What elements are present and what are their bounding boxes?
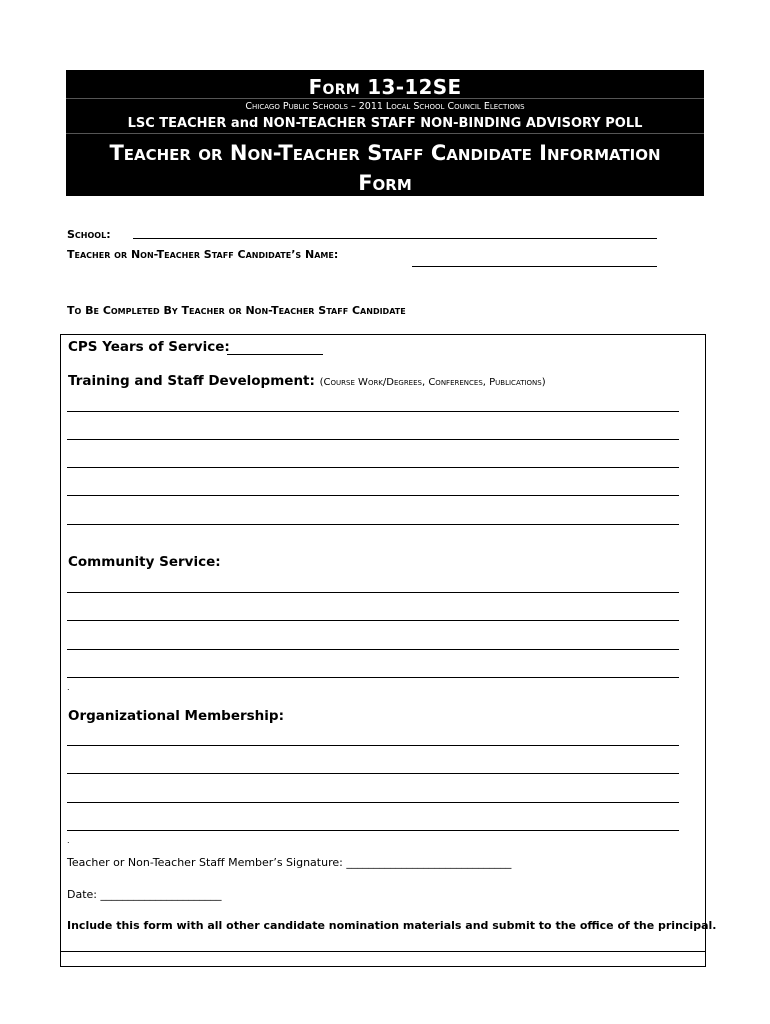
school-label: School:: [67, 228, 111, 241]
school-field[interactable]: [133, 238, 657, 239]
form-header: [66, 70, 704, 196]
form-title-line-1: Teacher or Non-Teacher Staff Candidate Information: [109, 141, 661, 165]
training-line[interactable]: [67, 495, 679, 496]
organizational-membership-line[interactable]: [67, 773, 679, 774]
community-service-line[interactable]: [67, 649, 679, 650]
form-bottom-strip: [60, 950, 706, 967]
organizational-membership-line[interactable]: [67, 802, 679, 803]
candidate-name-field[interactable]: [412, 266, 657, 267]
candidate-name-label: Teacher or Non-Teacher Staff Candidate’s Name:: [67, 248, 339, 261]
date-row: [67, 888, 222, 901]
stray-mark: .: [67, 683, 70, 692]
signature-label: Teacher or Non-Teacher Staff Member’s Signature:: [67, 856, 343, 869]
years-of-service-field[interactable]: [227, 354, 323, 355]
training-line[interactable]: [67, 439, 679, 440]
years-of-service-label: CPS Years of Service:: [68, 339, 230, 355]
organizational-membership-line[interactable]: [67, 745, 679, 746]
date-label: Date:: [67, 888, 97, 901]
header-divider: [66, 98, 704, 99]
stray-mark: .: [67, 836, 70, 845]
header-poll-line: LSC TEACHER and NON-TEACHER STAFF NON-BINDING ADVISORY POLL: [127, 116, 643, 131]
training-line[interactable]: [67, 467, 679, 468]
training-line[interactable]: [67, 524, 679, 525]
training-note: (Course Work/Degrees, Conferences, Publications): [319, 377, 546, 388]
training-line[interactable]: [67, 411, 679, 412]
form-title: [66, 138, 704, 198]
training-label-text: Training and Staff Development:: [68, 373, 315, 389]
submission-instructions: Include this form with all other candidate nomination materials and submit to the office of the principal.: [67, 919, 717, 932]
organizational-membership-label: Organizational Membership:: [68, 708, 284, 724]
section-heading: To Be Completed By Teacher or Non-Teacher Staff Candidate: [67, 304, 406, 317]
community-service-label: Community Service:: [68, 554, 221, 570]
date-field[interactable]: ______________________: [100, 888, 222, 901]
signature-row: [67, 856, 511, 869]
training-label: [68, 373, 546, 389]
community-service-line[interactable]: [67, 620, 679, 621]
community-service-line[interactable]: [67, 677, 679, 678]
form-title-line-2: Form: [358, 171, 412, 195]
form-number: Form 13-12SE: [308, 75, 462, 99]
organizational-membership-line[interactable]: [67, 830, 679, 831]
signature-field[interactable]: ______________________________: [346, 856, 512, 869]
header-divider: [66, 133, 704, 134]
header-subtitle: Chicago Public Schools – 2011 Local School Council Elections: [245, 101, 525, 112]
community-service-line[interactable]: [67, 592, 679, 593]
